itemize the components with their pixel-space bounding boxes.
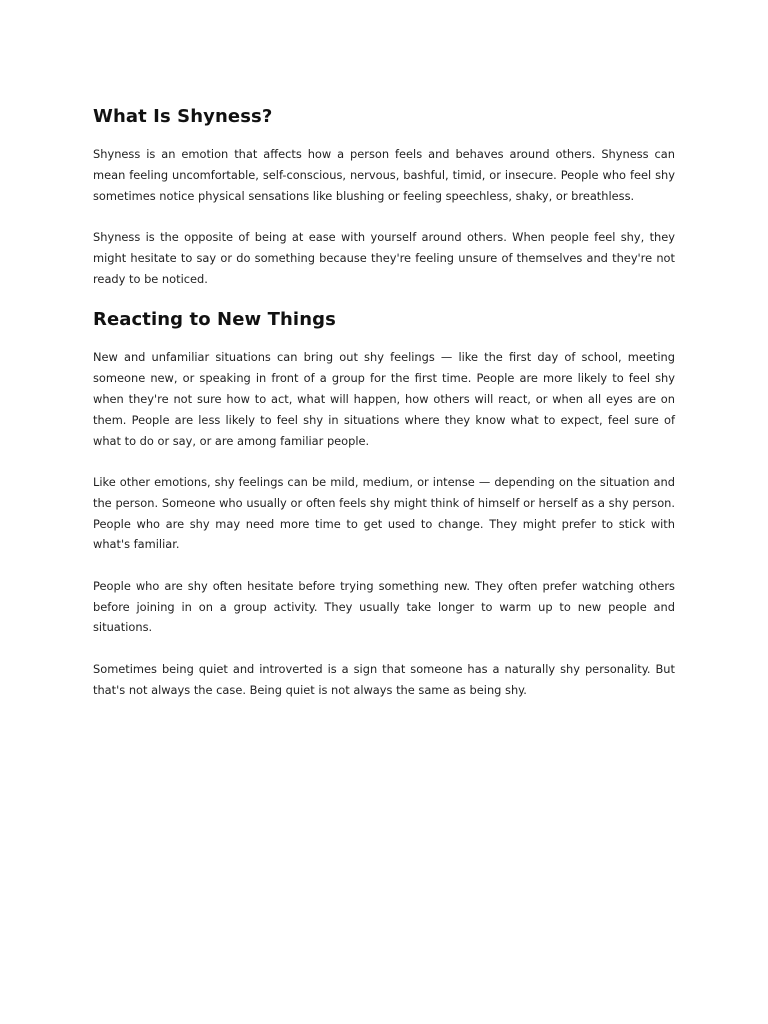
- paragraph: People who are shy often hesitate before trying something new. They often prefer watching others before joining in on a group activity. They usually take longer to warm up to new people and situations.: [93, 578, 675, 635]
- section-heading: Reacting to New Things: [93, 309, 336, 331]
- section-what-is-shyness: [93, 104, 675, 289]
- document-page: [93, 104, 675, 721]
- paragraph: Shyness is the opposite of being at ease with yourself around others. When people feel shy, they might hesitate to say or do something because they're feeling unsure of themselves and they're not ready to be noticed.: [93, 229, 675, 286]
- paragraph: Sometimes being quiet and introverted is a sign that someone has a naturally shy personality. But that's not always the case. Being quiet is not always the same as being shy.: [93, 661, 675, 697]
- paragraph: Like other emotions, shy feelings can be mild, medium, or intense — depending on the situation and the person. Someone who usually or often feels shy might think of himself or herself as a shy person. People who are shy may need more time to get used to change. They might prefer to stick with what's familiar.: [93, 474, 675, 552]
- paragraph: Shyness is an emotion that affects how a person feels and behaves around others. Shyness can mean feeling uncomfortable, self-conscious, nervous, bashful, timid, or insecure. People who feel shy sometimes notice physical sensations like blushing or feeling speechless, shaky, or breathless.: [93, 147, 675, 203]
- paragraph: New and unfamiliar situations can bring out shy feelings — like the first day of school, meeting someone new, or speaking in front of a group for the first time. People are more likely to feel shy when they're not sure how to act, what will happen, how others will react, or when all eyes are on them. People are less likely to feel shy in situations where they know what to expect, feel sure of what to do or say, or are among familiar people.: [93, 350, 675, 448]
- section-heading: What Is Shyness?: [93, 106, 273, 127]
- section-reacting-to-new-things: [93, 307, 675, 700]
